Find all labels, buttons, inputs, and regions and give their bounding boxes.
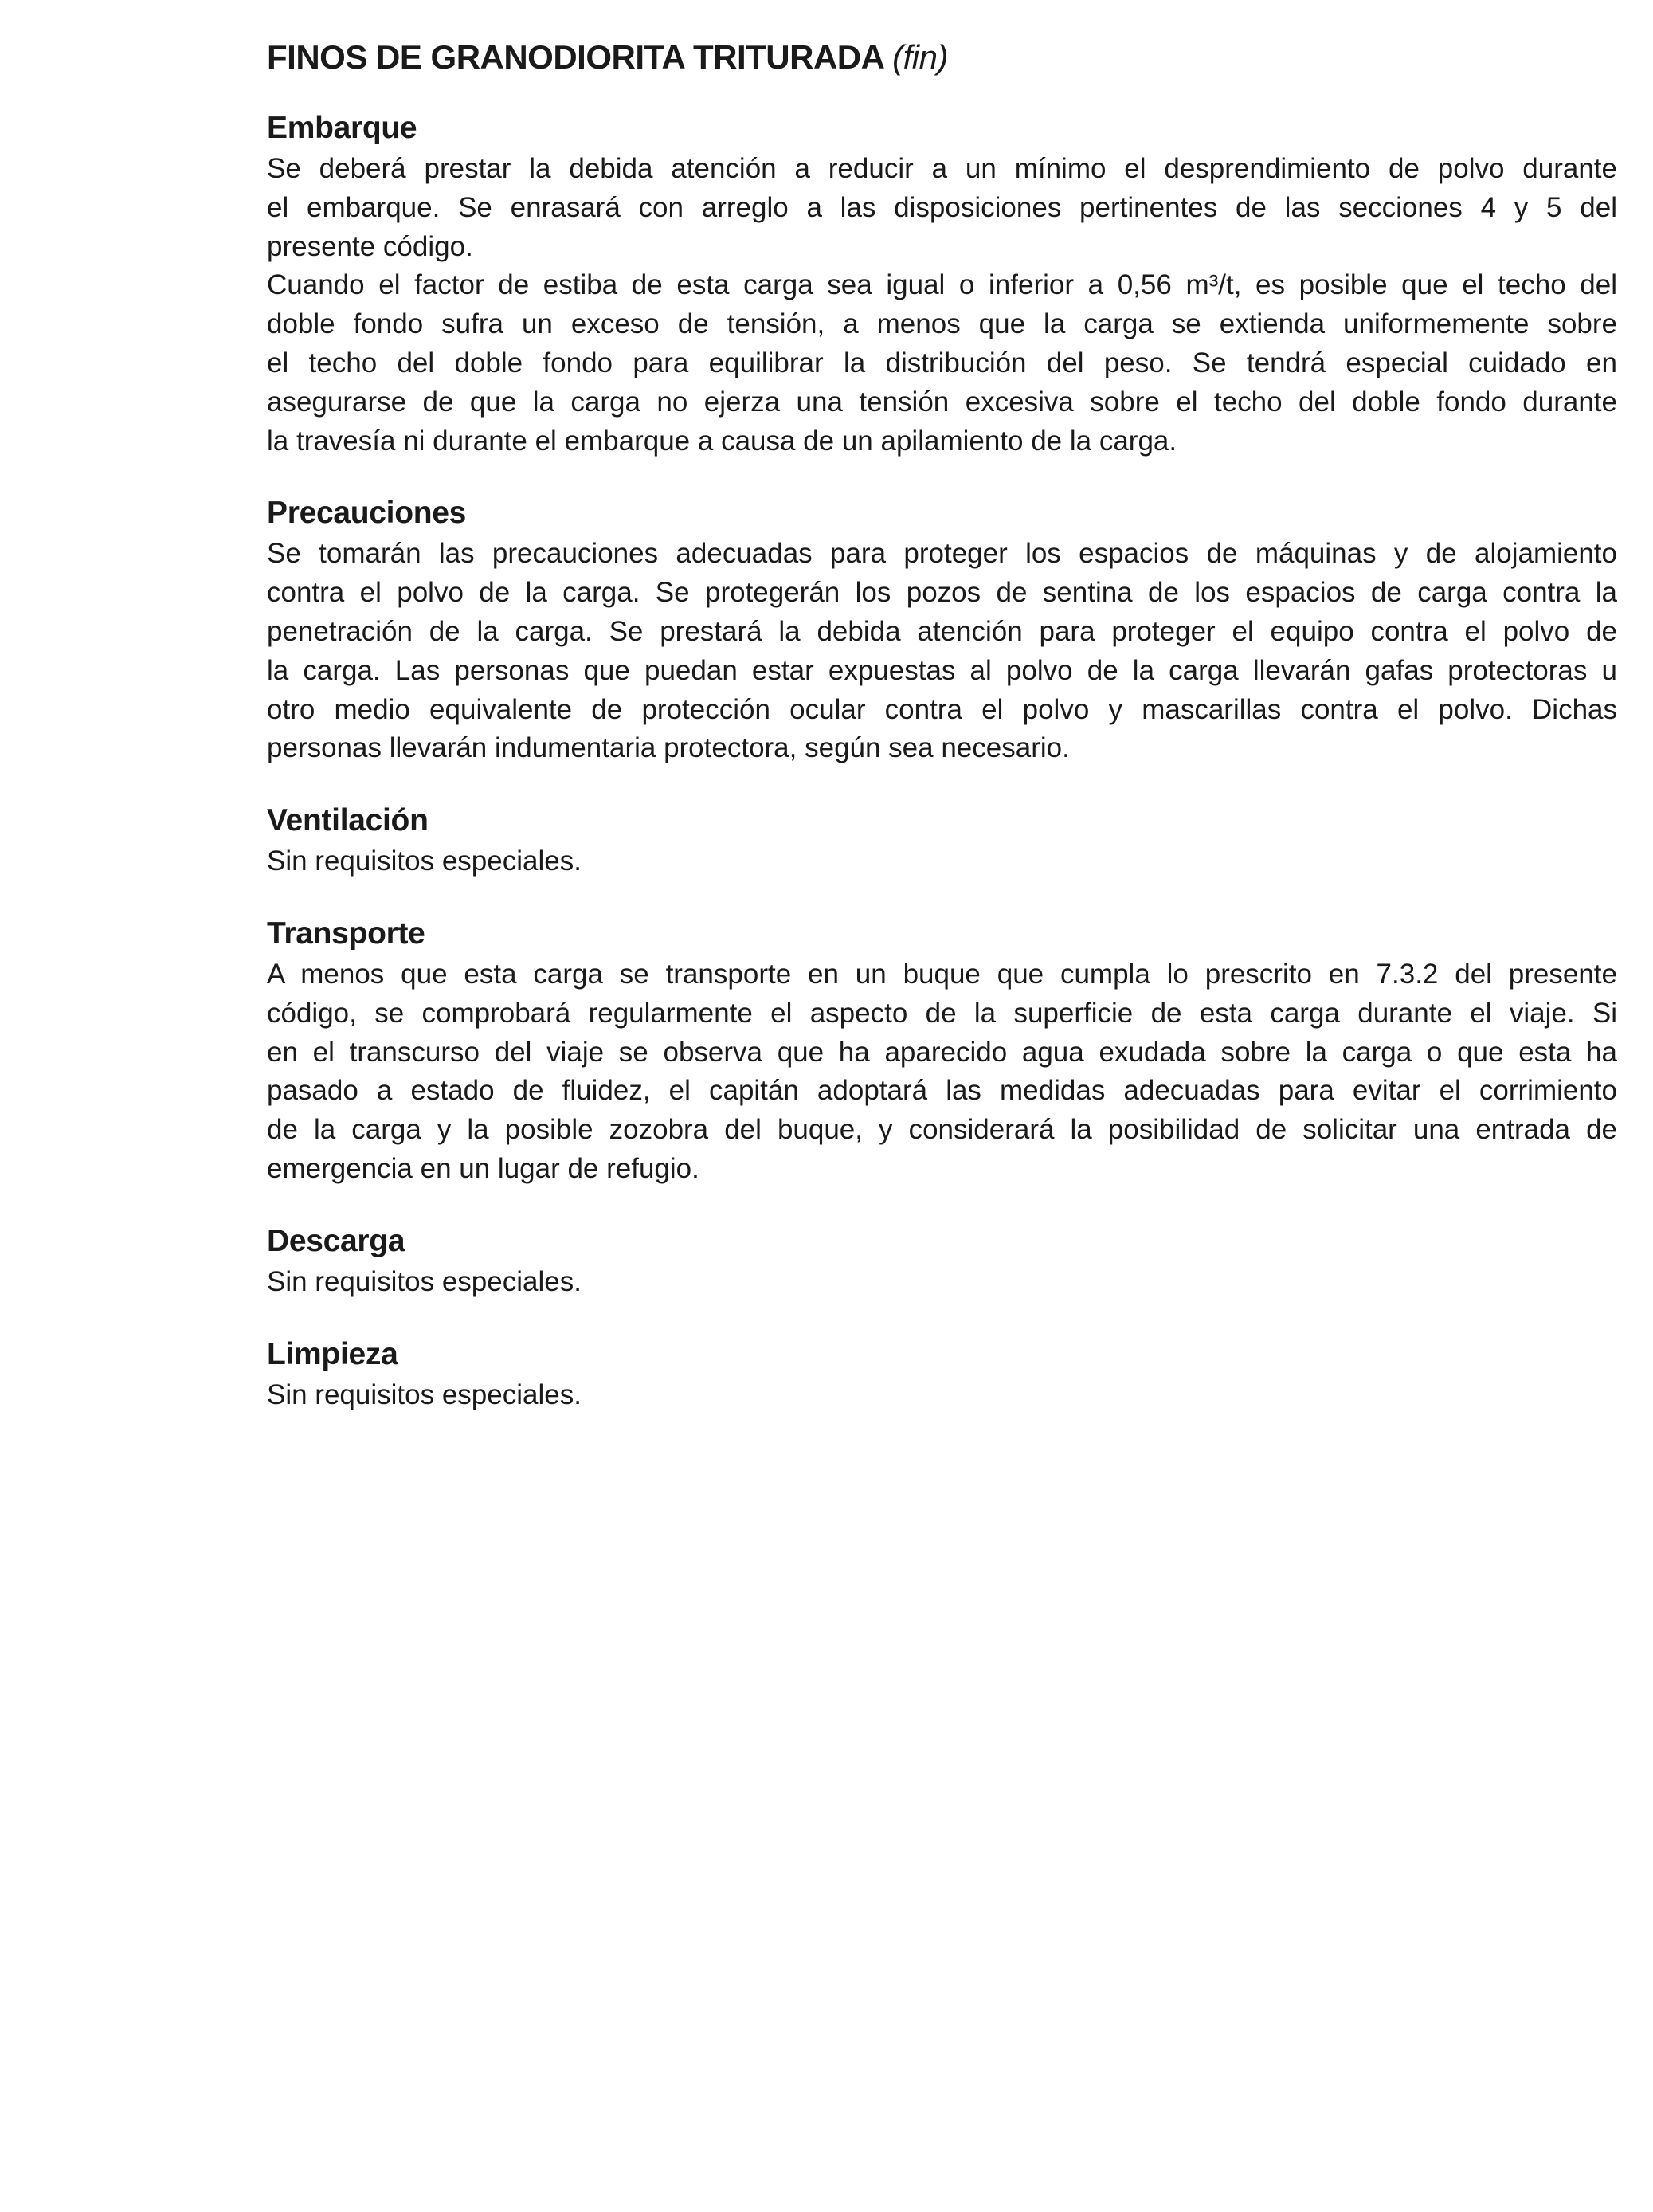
text-line: el techo del doble fondo para equilibrar la distribución del peso. Se tendrá especial cuidado en xyxy=(267,347,1617,378)
section-limpieza xyxy=(267,1332,1617,1415)
text-line: de la carga y la posible zozobra del buque, y considerará la posibilidad de solicitar una entrada de xyxy=(267,1114,1617,1146)
text-line: presente código. xyxy=(267,230,473,262)
text-line: A menos que esta carga se transporte en un buque que cumpla lo prescrito en 7.3.2 del presente xyxy=(267,958,1617,990)
text-line: el embarque. Se enrasará con arreglo a las disposiciones pertinentes de las secciones 4 y 5 del xyxy=(267,191,1617,223)
text-line: Se tomarán las precauciones adecuadas para proteger los espacios de máquinas y de alojamiento xyxy=(267,538,1617,570)
text-line: código, se comprobará regularmente el aspecto de la superficie de esta carga durante el viaje. Si xyxy=(267,997,1617,1029)
text-line: asegurarse de que la carga no ejerza una tensión excesiva sobre el techo del doble fondo durante xyxy=(267,386,1617,418)
section-heading: Embarque xyxy=(267,111,417,145)
text-line: otro medio equivalente de protección ocular contra el polvo y mascarillas contra el polvo. Dichas xyxy=(267,693,1617,725)
text-line: la carga. Las personas que puedan estar expuestas al polvo de la carga llevarán gafas protectoras u xyxy=(267,654,1617,686)
section-embarque xyxy=(267,106,1617,461)
text-line: Cuando el factor de estiba de esta carga sea igual o inferior a 0,56 m³/t, es posible que el techo del xyxy=(267,269,1617,301)
document-page xyxy=(267,37,1617,1414)
section-descarga xyxy=(267,1219,1617,1302)
paragraph xyxy=(267,1376,1617,1415)
paragraph xyxy=(267,535,1617,768)
section-heading: Limpieza xyxy=(267,1336,398,1371)
paragraph xyxy=(267,266,1617,461)
section-transporte xyxy=(267,912,1617,1189)
paragraph xyxy=(267,150,1617,266)
text-line: pasado a estado de fluidez, el capitán adoptará las medidas adecuadas para evitar el corrimiento xyxy=(267,1075,1617,1107)
section-heading: Descarga xyxy=(267,1223,405,1258)
text-line: la travesía ni durante el embarque a causa de un apilamiento de la carga. xyxy=(267,425,1177,457)
text-line: emergencia en un lugar de refugio. xyxy=(267,1152,699,1184)
text-line: en el transcurso del viaje se observa que ha aparecido agua exudada sobre la carga o que esta ha xyxy=(267,1036,1617,1068)
text-line: Sin requisitos especiales. xyxy=(267,1379,582,1410)
text-line: Sin requisitos especiales. xyxy=(267,845,582,877)
title-main: FINOS DE GRANODIORITA TRITURADA xyxy=(267,38,883,76)
text-line: contra el polvo de la carga. Se protegerán los pozos de sentina de los espacios de carga contra la xyxy=(267,577,1617,609)
sections xyxy=(267,106,1617,1414)
text-line: doble fondo sufra un exceso de tensión, a menos que la carga se extienda uniformemente sobre xyxy=(267,308,1617,340)
section-ventilacion xyxy=(267,798,1617,881)
text-line: personas llevarán indumentaria protectora, según sea necesario. xyxy=(267,732,1070,764)
text-line: Sin requisitos especiales. xyxy=(267,1265,582,1297)
title-suffix: (fin) xyxy=(892,38,948,76)
section-precauciones xyxy=(267,491,1617,768)
paragraph xyxy=(267,842,1617,881)
text-line: Se deberá prestar la debida atención a reducir a un mínimo el desprendimiento de polvo durante xyxy=(267,153,1617,184)
paragraph xyxy=(267,1263,1617,1302)
section-heading: Ventilación xyxy=(267,803,429,838)
section-heading: Precauciones xyxy=(267,496,467,531)
section-heading: Transporte xyxy=(267,916,425,951)
paragraph xyxy=(267,955,1617,1189)
text-line: penetración de la carga. Se prestará la debida atención para proteger el equipo contra el polvo de xyxy=(267,615,1617,647)
page-title xyxy=(267,37,1617,77)
